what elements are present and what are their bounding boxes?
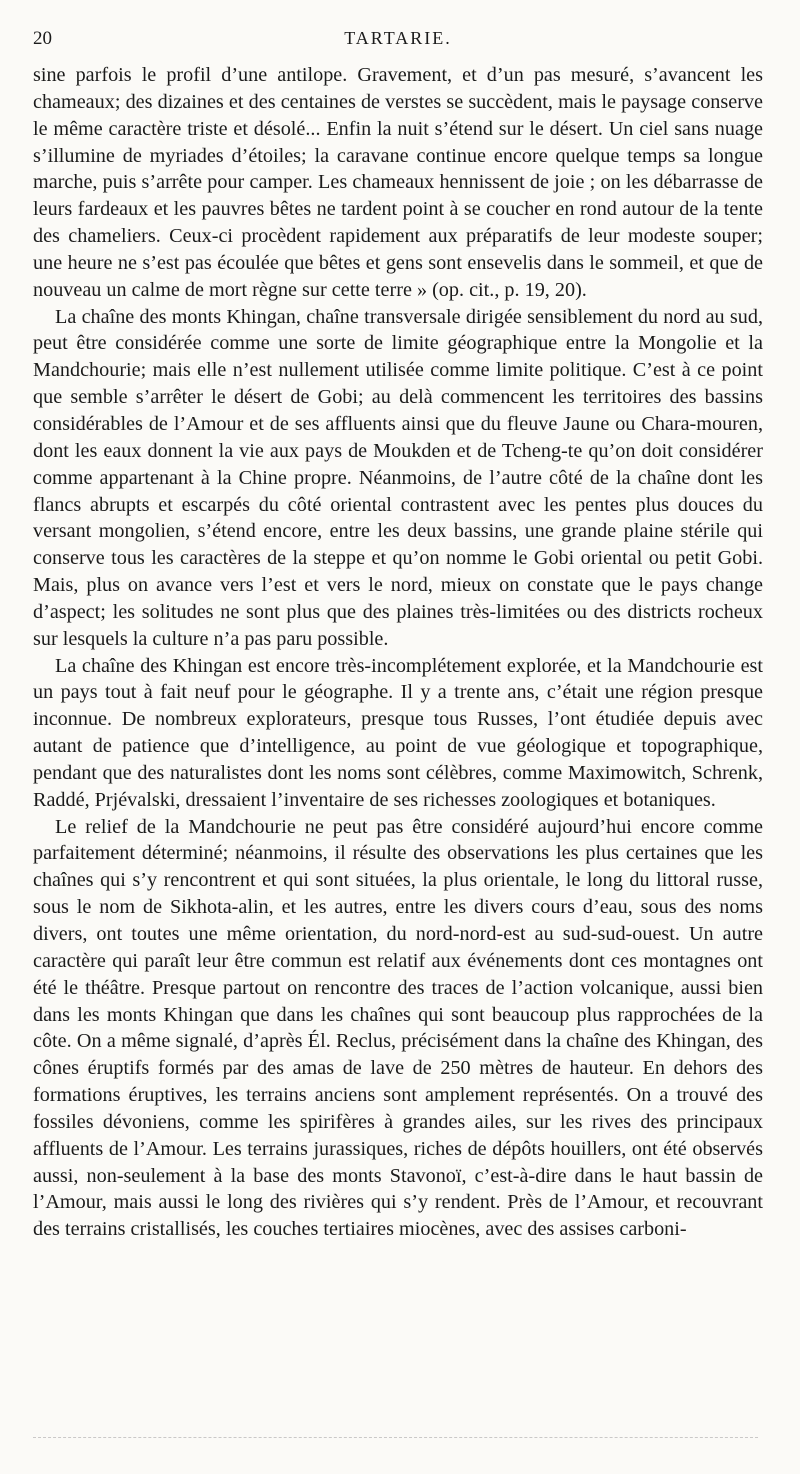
running-head: TARTARIE. [344, 28, 452, 48]
footer-rule [33, 1437, 758, 1438]
page-number: 20 [33, 28, 52, 49]
body-text [33, 62, 763, 1243]
paragraph: La chaîne des Khingan est encore très-incomplétement explorée, et la Mandchourie est un pays tout à fait neuf pour le géographe. Il y a trente ans, c’était une région presque inconnue. De nombreux explorateurs, presque tous Russes, l’ont étudiée depuis avec autant de patience que d’intelligence, au point de vue géologique et topographique, pendant que des naturalistes dont les noms sont célèbres, comme Maximowitch, Schrenk, Raddé, Prjévalski, dressaient l’inventaire de ses richesses zoologiques et botaniques. [33, 654, 763, 811]
paragraph: La chaîne des monts Khingan, chaîne transversale dirigée sensiblement du nord au sud, peut être considérée comme une sorte de limite géographique entre la Mongolie et la Mandchourie; mais elle n’est nullement utilisée comme limite politique. C’est à ce point que semble s’arrêter le désert de Gobi; au delà commencent les territoires des bassins considérables de l’Amour et de ses affluents ainsi que du fleuve Jaune ou Chara-mouren, dont les eaux donnent la vie aux pays de Moukden et de Tcheng-te qu’on doit considérer comme appartenant à la Chine propre. Néanmoins, de l’autre côté de la chaîne dont les flancs abrupts et escarpés du côté oriental contrastent avec les pentes plus douces du versant mongolien, s’étend encore, entre les deux bassins, une grande plaine stérile qui conserve tous les caractères de la steppe et qu’on nomme le Gobi oriental ou petit Gobi. Mais, plus on avance vers l’est et vers le nord, mieux on constate que le pays change d’aspect; les solitudes ne sont plus que des plaines très-limitées ou des districts rocheux sur lesquels la culture n’a pas paru possible. [33, 305, 763, 650]
paragraph: sine parfois le profil d’une antilope. Gravement, et d’un pas mesuré, s’avancent les chameaux; des dizaines et des centaines de verstes se succèdent, mais le paysage conserve le même caractère triste et désolé... Enfin la nuit s’étend sur le désert. Un ciel sans nuage s’illumine de myriades d’étoiles; la caravane continue encore quelque temps sa longue marche, puis s’arrête pour camper. Les chameaux hennissent de joie ; on les débarrasse de leurs fardeaux et les pauvres bêtes ne tardent point à se coucher en rond autour de la tente des chameliers. Ceux-ci procèdent rapidement aux préparatifs de leur modeste souper; une heure ne s’est pas écoulée que bêtes et gens sont ensevelis dans le sommeil, et que de nouveau un calme de mort règne sur cette terre » (op. cit., p. 19, 20). [33, 64, 763, 301]
paragraph: Le relief de la Mandchourie ne peut pas être considéré aujourd’hui encore comme parfaitement déterminé; néanmoins, il résulte des observations les plus certaines que les chaînes qui s’y rencontrent et qui sont situées, la plus orientale, le long du littoral russe, sous le nom de Sikhota-alin, et les autres, entre les divers cours d’eau, sous des noms divers, ont toutes une même orientation, du nord-nord-est au sud-sud-ouest. Un autre caractère qui paraît leur être commun est relatif aux événements dont ces montagnes ont été le théâtre. Presque partout on rencontre des traces de l’action volcanique, aussi bien dans les monts Khingan que dans les chaînes qui sont beaucoup plus rapprochées de la côte. On a même signalé, d’après Él. Reclus, précisément dans la chaîne des Khingan, des cônes éruptifs formés par des amas de lave de 250 mètres de hauteur. En dehors des formations éruptives, les terrains anciens sont amplement représentés. On a trouvé des fossiles dévoniens, comme les spirifères à grandes ailes, sur les rives des principaux affluents de l’Amour. Les terrains jurassiques, riches de dépôts houillers, ont été observés aussi, non-seulement à la base des monts Stavonoï, c’est-à-dire dans le haut bassin de l’Amour, mais aussi le long des rivières qui s’y rendent. Près de l’Amour, et recouvrant des terrains cristallisés, les couches tertiaires miocènes, avec des assises carboni- [33, 815, 763, 1241]
page-header [33, 28, 763, 62]
book-page [33, 28, 763, 1243]
